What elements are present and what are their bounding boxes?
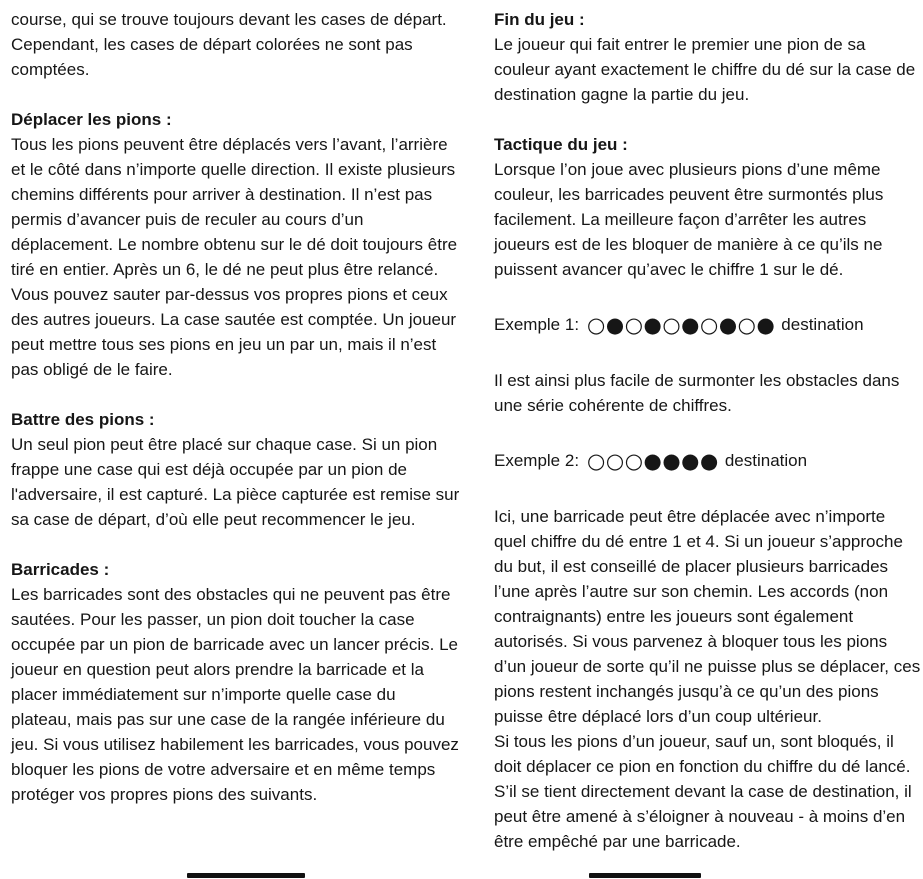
- example-1-label: Exemple 1:: [494, 315, 580, 334]
- section-body-fin-du-jeu: Le joueur qui fait entrer le premier une pion de sa couleur ayant exactement le chiffre du dé sur la case de destination gagne la partie du jeu.: [494, 35, 916, 104]
- example-2-pawn-circles: ○○○●●●●: [587, 449, 719, 473]
- section-heading-barricades: Barricades :: [11, 560, 110, 579]
- section-heading-battre-des-pions: Battre des pions :: [11, 410, 155, 429]
- right-column: [494, 7, 922, 854]
- example-1-pawn-circles: ○●○●○●○●○●: [587, 313, 776, 337]
- section-heading-tactique-du-jeu: Tactique du jeu :: [494, 135, 628, 154]
- section-body-tactique-du-jeu: Lorsque l’on joue avec plusieurs pions d’une même couleur, les barricades peuvent être surmontés plus facilement. La meilleure façon d’arrêter les autres joueurs est de les bloquer de manière à ce qu’ils ne puissent avancer qu’avec le chiffre 1 sur le dé.: [494, 160, 884, 279]
- closing-paragraph-2: Si tous les pions d’un joueur, sauf un, sont bloqués, il doit déplacer ce pion en fonction du chiffre du dé lancé. S’il se tient directement devant la case de destination, il peut être amené à s’éloigner à nouveau - à moins d’en être empêché par une barricade.: [494, 732, 912, 851]
- example-1-destination-label: destination: [781, 315, 864, 334]
- closing-paragraph-1: Ici, une barricade peut être déplacée avec n’importe quel chiffre du dé entre 1 et 4. Si un joueur s’approche du but, il est conseillé de placer plusieurs barricades l’une après l’autre sur son chemin. Les accords (non contraignants) entre les joueurs sont également autorisés. Si vous parvenez à bloquer tous les pions d’un joueur de sorte qu’il ne puisse plus se déplacer, ces pions restent inchangés jusqu’à ce qu’un des pions puisse être déplacé lors d’un coup ultérieur.: [494, 507, 921, 726]
- section-heading-deplacer-les-pions: Déplacer les pions :: [11, 110, 172, 129]
- section-body-battre-des-pions: Un seul pion peut être placé sur chaque case. Si un pion frappe une case qui est déjà occupée par un pion de l'adversaire, il est capturé. La pièce capturée est remise sur sa case de départ, d’où elle peut recommencer le jeu.: [11, 435, 460, 529]
- section-body-barricades: Les barricades sont des obstacles qui ne peuvent pas être sautées. Pour les passer, un pion doit toucher la case occupée par un pion de barricade avec un lancer précis. Le joueur en question peut alors prendre la barricade et la placer immédiatement sur n’importe quelle case du plateau, mais pas sur une case de la rangée inférieure du jeu. Si vous utilisez habilement les barricades, vous pouvez bloquer les pions de votre adversaire et en même temps protéger vos propres pions des suivants.: [11, 585, 459, 804]
- section-body-deplacer-les-pions: Tous les pions peuvent être déplacés vers l’avant, l’arrière et le côté dans n’importe quelle direction. Il existe plusieurs chemins différents pour arriver à destination. Il n’est pas permis d’avancer puis de reculer au cours d’un déplacement. Le nombre obtenu sur le dé doit toujours être tiré en entier. Après un 6, le dé ne peut plus être relancé. Vous pouvez sauter par-dessus vos propres pions et ceux des autres joueurs. La case sautée est comptée. Un joueur peut mettre tous ses pions en jeu un par un, mais il n’est pas obligé de le faire.: [11, 135, 458, 379]
- cutoff-text-artifact: [187, 873, 305, 878]
- example-2-line: [494, 448, 922, 474]
- left-column: [11, 7, 460, 854]
- note-paragraph: Il est ainsi plus facile de surmonter les obstacles dans une série cohérente de chiffres.: [494, 371, 900, 415]
- example-2-destination-label: destination: [724, 451, 808, 470]
- example-1-line: [494, 312, 922, 338]
- cutoff-text-artifact: [589, 873, 701, 878]
- intro-paragraph: course, qui se trouve toujours devant les cases de départ. Cependant, les cases de départ colorées ne sont pas comptées.: [11, 10, 447, 79]
- section-heading-fin-du-jeu: Fin du jeu :: [494, 10, 585, 29]
- example-2-label: Exemple 2:: [494, 451, 580, 470]
